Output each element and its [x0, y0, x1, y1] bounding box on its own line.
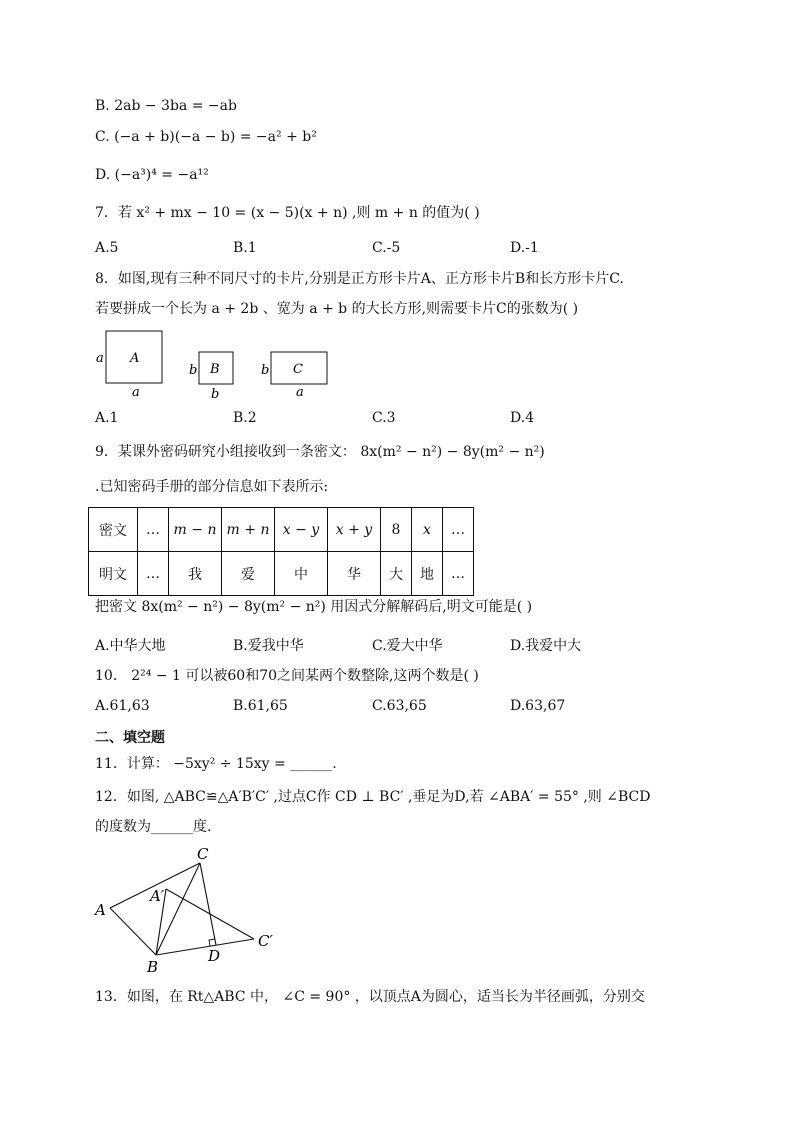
label-a: A — [95, 901, 106, 919]
card-c-side: b — [261, 363, 270, 378]
card-b-side: b — [189, 363, 198, 378]
table-cell: 大 — [381, 552, 412, 596]
label-c-prime: C′ — [258, 932, 273, 950]
question-7: 7．若 x² + mx − 10 = (x − 5)(x + n) ,则 m + n 的值为( ) — [95, 205, 480, 221]
q10-option-b: B.61,65 — [233, 698, 288, 714]
table-cell: 我 — [169, 552, 222, 596]
q7-option-b: B.1 — [233, 240, 257, 256]
q10-option-c: C.63,65 — [372, 698, 427, 714]
table-cell: 明文 — [89, 552, 138, 596]
question-13: 13．如图，在 Rt△ABC 中， ∠C = 90° ，以顶点A为圆心，适当长为半径画弧，分别交 — [95, 989, 645, 1005]
table-cell: 8 — [381, 508, 412, 552]
card-b-label: B — [210, 362, 220, 377]
table-cell: … — [443, 552, 474, 596]
q9-option-c: C.爱大中华 — [372, 638, 443, 654]
cipher-table — [88, 507, 474, 596]
section-heading: 二、填空题 — [95, 730, 165, 746]
table-cell: 爱 — [222, 552, 275, 596]
q9-option-a: A.中华大地 — [95, 638, 166, 654]
option-6b: B. 2ab − 3ba = −ab — [95, 98, 237, 114]
card-a-bottom: a — [132, 385, 140, 400]
table-cell: 华 — [328, 552, 381, 596]
question-8-line1: 8．如图,现有三种不同尺寸的卡片,分别是正方形卡片A、正方形卡片B和长方形卡片C. — [95, 271, 624, 287]
q7-option-c: C.-5 — [372, 240, 401, 256]
table-row — [89, 508, 474, 552]
q10-option-d: D.63,67 — [510, 698, 566, 714]
table-cell: m − n — [169, 508, 222, 552]
option-6c: C. (−a + b)(−a − b) = −a² + b² — [95, 129, 317, 145]
question-12-line2: 的度数为______度. — [95, 819, 212, 835]
card-a-side: a — [96, 351, 104, 366]
card-c-bottom: a — [296, 385, 304, 400]
question-11: 11．计算： −5xy² ÷ 15xy = ______. — [95, 756, 337, 772]
question-9-line1: 9．某课外密码研究小组接收到一条密文： 8x(m² − n²) − 8y(m² − n²) — [95, 444, 545, 460]
question-9-line2: .已知密码手册的部分信息如下表所示: — [95, 479, 329, 495]
option-6d: D. (−a³)⁴ = −a¹² — [95, 167, 209, 183]
table-cell: x + y — [328, 508, 381, 552]
label-c: C — [197, 845, 209, 863]
q10-option-a: A.61,63 — [95, 698, 150, 714]
label-b: B — [147, 958, 159, 976]
table-cell: … — [443, 508, 474, 552]
q8-option-a: A.1 — [95, 410, 119, 426]
table-cell: x — [412, 508, 443, 552]
card-figure — [90, 328, 340, 402]
table-cell: … — [138, 552, 169, 596]
table-cell: 中 — [275, 552, 328, 596]
question-8-line2: 若要拼成一个长为 a + 2b 、宽为 a + b 的大长方形,则需要卡片C的张数为( ) — [95, 301, 579, 317]
table-cell: 密文 — [89, 508, 138, 552]
q8-option-c: C.3 — [372, 410, 396, 426]
triangle-figure — [90, 845, 290, 977]
q9-option-b: B.爱我中华 — [233, 638, 304, 654]
q8-option-d: D.4 — [510, 410, 535, 426]
q8-option-b: B.2 — [233, 410, 257, 426]
question-12-line1: 12．如图, △ABC≌△A′B′C′ ,过点C作 CD ⊥ BC′ ,垂足为D,若 ∠ABA′ = 55° ,则 ∠BCD — [95, 789, 651, 805]
q9-option-d: D.我爱中大 — [510, 638, 582, 654]
table-row — [89, 552, 474, 596]
card-b-bottom: b — [211, 387, 220, 402]
q7-option-a: A.5 — [95, 240, 119, 256]
table-cell: x − y — [275, 508, 328, 552]
table-cell: … — [138, 508, 169, 552]
q7-option-d: D.-1 — [510, 240, 539, 256]
card-c-label: C — [293, 362, 303, 377]
question-9-line3: 把密文 8x(m² − n²) − 8y(m² − n²) 用因式分解解码后,明文可能是( ) — [95, 599, 533, 615]
label-a-prime: A′ — [150, 887, 165, 905]
table-cell: m + n — [222, 508, 275, 552]
question-10: 10． 2²⁴ − 1 可以被60和70之间某两个数整除,这两个数是( ) — [95, 668, 479, 684]
label-d: D — [208, 947, 221, 965]
card-a-label: A — [130, 351, 140, 366]
table-cell: 地 — [412, 552, 443, 596]
